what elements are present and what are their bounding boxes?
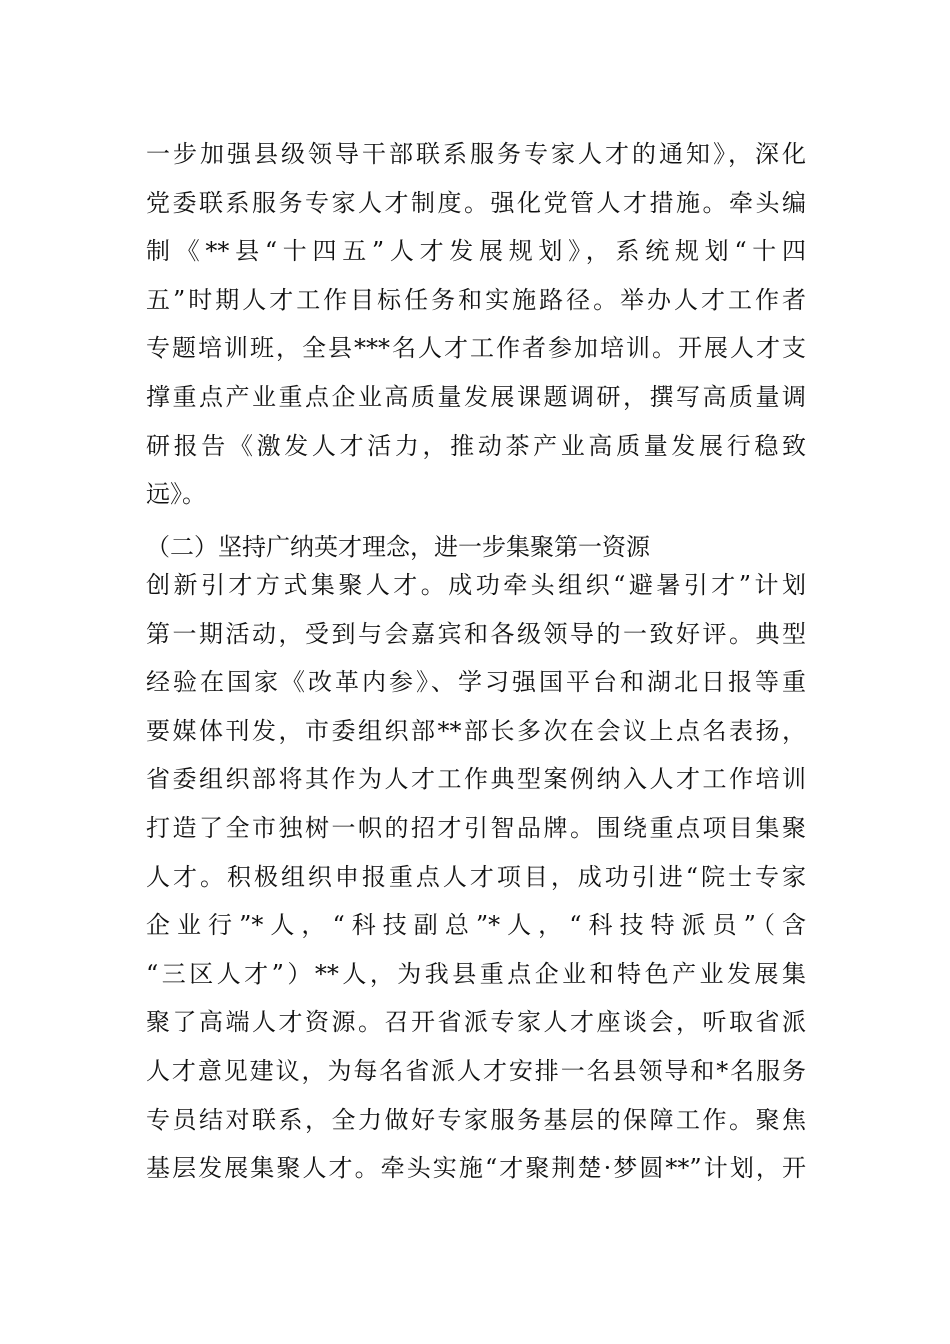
text-line: 一步加强县级领导干部联系服务专家人才的通知》，深化 bbox=[146, 140, 806, 168]
text-line: 人才。积极组织申报重点人才项目，成功引进“院士专家 bbox=[146, 862, 806, 891]
text-line: 制《**县“十四五”人才发展规划》，系统规划“十四 bbox=[146, 237, 806, 266]
text-line: 经验在国家《改革内参》、学习强国平台和湖北日报等重 bbox=[146, 668, 806, 697]
text-line: 聚了高端人才资源。召开省派专家人才座谈会，听取省派 bbox=[146, 1008, 806, 1037]
text-line: 基层发展集聚人才。牵头实施“才聚荆楚·梦圆**”计划，开 bbox=[146, 1154, 806, 1183]
text-line: 企业行”*人，“科技副总”*人，“科技特派员”（含 bbox=[146, 911, 806, 940]
text-line: 专题培训班，全县***名人才工作者参加培训。开展人才支 bbox=[146, 334, 806, 363]
paragraph-2 bbox=[146, 561, 806, 1193]
text-line: 省委组织部将其作为人才工作典型案例纳入人才工作培训 bbox=[146, 765, 806, 794]
text-line: 打造了全市独树一帜的招才引智品牌。围绕重点项目集聚 bbox=[146, 813, 806, 842]
text-line: 人才意见建议，为每名省派人才安排一名县领导和*名服务 bbox=[146, 1056, 806, 1085]
section-heading: （二）坚持广纳英才理念，进一步集聚第一资源 bbox=[146, 533, 650, 561]
paragraph-1 bbox=[146, 130, 806, 519]
text-line: 研报告《激发人才活力，推动茶产业高质量发展行稳致 bbox=[146, 431, 806, 460]
text-line: 创新引才方式集聚人才。成功牵头组织“避暑引才”计划 bbox=[146, 571, 806, 599]
text-line: 远》。 bbox=[146, 480, 206, 509]
text-line: 党委联系服务专家人才制度。强化党管人才措施。牵头编 bbox=[146, 188, 806, 217]
text-line: 专员结对联系，全力做好专家服务基层的保障工作。聚焦 bbox=[146, 1105, 806, 1134]
text-line: 五”时期人才工作目标任务和实施路径。举办人才工作者 bbox=[146, 285, 806, 314]
text-line: 撑重点产业重点企业高质量发展课题调研，撰写高质量调 bbox=[146, 382, 806, 411]
text-line: “三区人才”）**人，为我县重点企业和特色产业发展集 bbox=[146, 959, 806, 988]
text-line: 要媒体刊发，市委组织部**部长多次在会议上点名表扬， bbox=[146, 716, 806, 745]
text-line: 第一期活动，受到与会嘉宾和各级领导的一致好评。典型 bbox=[146, 619, 806, 648]
